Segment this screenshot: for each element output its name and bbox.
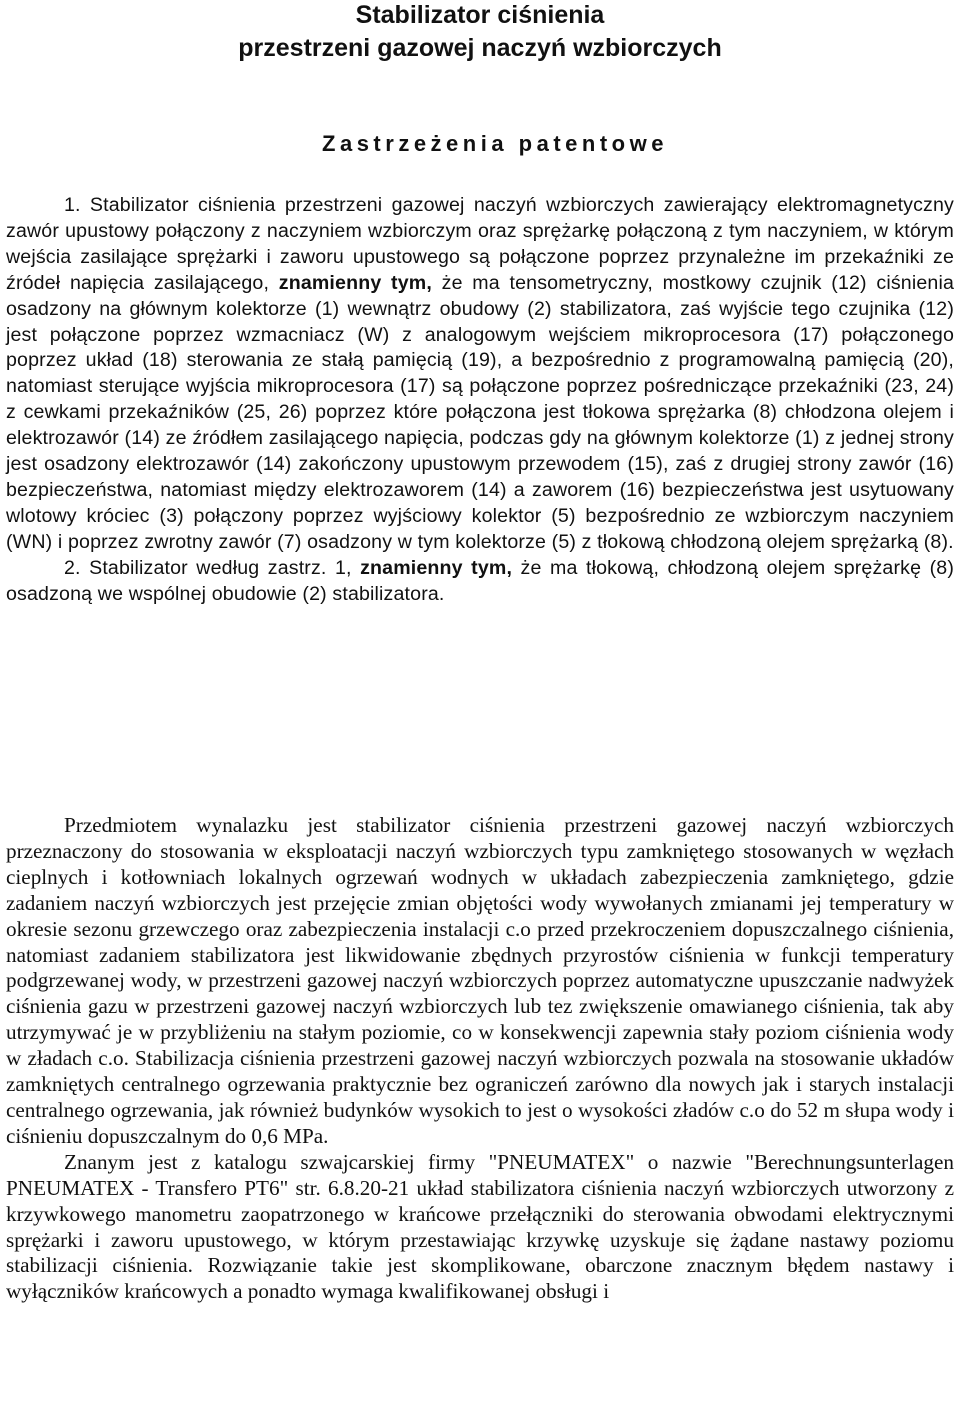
- claims-heading: Zastrzeżenia patentowe: [322, 131, 668, 156]
- claim-1-characterizing-phrase: znamienny tym,: [278, 271, 432, 294]
- document-title-line-2: przestrzeni gazowej naczyń wzbiorczych: [238, 34, 722, 62]
- claim-1: [6, 193, 954, 556]
- description-section: [6, 813, 954, 1305]
- description-paragraph-1: Przedmiotem wynalazku jest stabilizator ciśnienia przestrzeni gazowej naczyń wzbiorczych przeznaczony do stosowania w eksploatacji naczyń wzbiorczych typu zamkniętego stosowanych w węzłach cieplnych i kotłowniach lokalnych ogrzewań wodnych w układach zabezpieczenia zamkniętego, gdzie zadaniem naczyń wzbiorczych jest przejęcie zmian objętości wody wywołanych zmianami jej temperatury w okresie sezonu grzewczego oraz zabezpieczenia instalacji c.o przed przekroczeniem dopuszczalnego ciśnienia, natomiast zadaniem stabilizatora jest likwidowanie zbędnych przyrostów ciśnienia w funkcji temperatury podgrzewanej wody, w przestrzeni gazowej naczyń wzbiorczych poprzez automatyczne upuszczanie nadwyżek ciśnienia gazu w przestrzeni gazowej naczyń wzbiorczych lub tez zwiększenie omawianego ciśnienia, tak aby utrzymywać je w przybliżeniu na stałym poziomie, co w konsekwencji zapewnia stały poziom ciśnienia wody w zładach c.o. Stabilizacja ciśnienia przestrzeni gazowej naczyń wzbiorczych pozwala na stosowanie układów zamkniętych centralnego ogrzewania praktycznie bez ograniczeń zarówno dla nowych jak i starych instalacji centralnego ogrzewania, jak również budynków wysokich to jest o wysokości zładów c.o do 52 m słupa wody i ciśnieniu dopuszczalnym do 0,6 MPa.: [6, 813, 954, 1148]
- claim-1-text-a: 1. Stabilizator ciśnienia przestrzeni gazowej naczyń wzbiorczych zawierający elektromagnetyczny zawór upustowy połączony z naczyniem wzbiorczym oraz sprężarkę połączoną z tym naczyniem, w którym wejścia zasilające sprężarki i zaworu upustowego są połączone poprzez przynależne im przekaźniki ze źródeł napięcia zasilającego,: [6, 194, 954, 294]
- claims-section: [6, 193, 954, 608]
- claim-2-text-a: 2. Stabilizator według zastrz. 1,: [64, 556, 361, 579]
- description-paragraph-2: Znanym jest z katalogu szwajcarskiej firmy "PNEUMATEX" o nazwie "Berechnungsunterlagen PNEUMATEX - Transfero PT6" str. 6.8.20-21 układ stabilizatora ciśnienia naczyń wzbiorczych utworzony z krzywkowego manometru zaopatrzonego w krańcowe przełączniki do sterowania obwodami elektrycznymi sprężarki i zaworu upustowego, w którym przestawiając krzywkę uzyskuje się żądane nastawy poziomu stabilizacji ciśnienia. Rozwiązanie takie jest skomplikowane, obarczone znacznym błędem nastawy i wyłączników krańcowych a ponadto wymaga kwalifikowanej obsługi i: [6, 1149, 954, 1304]
- claim-2: [6, 556, 954, 608]
- claim-1-text-c: że ma tensometryczny, mostkowy czujnik (12) ciśnienia osadzony na głównym kolektorze (1) wewnątrz obudowy (2) stabilizatora, zaś wyjście tego czujnika (12) jest połączone poprzez wzmacniacz (W) z analogowym wejściem mikroprocesora (17) połączonego poprzez układ (18) sterowania ze stałą pamięcią (19), a bezpośrednio z programowalną pamięcią (20), natomiast sterujące wyjścia mikroprocesora (17) są połączone poprzez pośredniczące przekaźniki (23, 24) z cewkami przekaźników (25, 26) poprzez które połączona jest tłokowa sprężarka (8) chłodzona olejem i elektrozawór (14) ze źródłem zasilającego napięcia, podczas gdy na głównym kolektorze (1) z jednej strony jest osadzony elektrozawór (14) zakończony upustowym przewodem (15), zaś z drugiej strony zawór (16) bezpieczeństwa, natomiast między elektrozaworem (14) a zaworem (16) bezpieczeństwa jest usytuowany wlotowy króciec (3) połączony poprzez wyjściowy kolektor (5) bezpośrednio ze wzbiorczym naczyniem (WN) i poprzez zwrotny zawór (7) osadzony w tym kolektorze (5) z tłokową chłodzoną olejem sprężarką (8).: [6, 271, 954, 553]
- claim-2-characterizing-phrase: znamienny tym,: [360, 556, 513, 579]
- claim-2-text-c: że ma tłokową, chłodzoną olejem sprężarkę (8) osadzoną we wspólnej obudowie (2) stabilizatora.: [6, 556, 955, 605]
- document-title-line-1: Stabilizator ciśnienia: [355, 1, 605, 29]
